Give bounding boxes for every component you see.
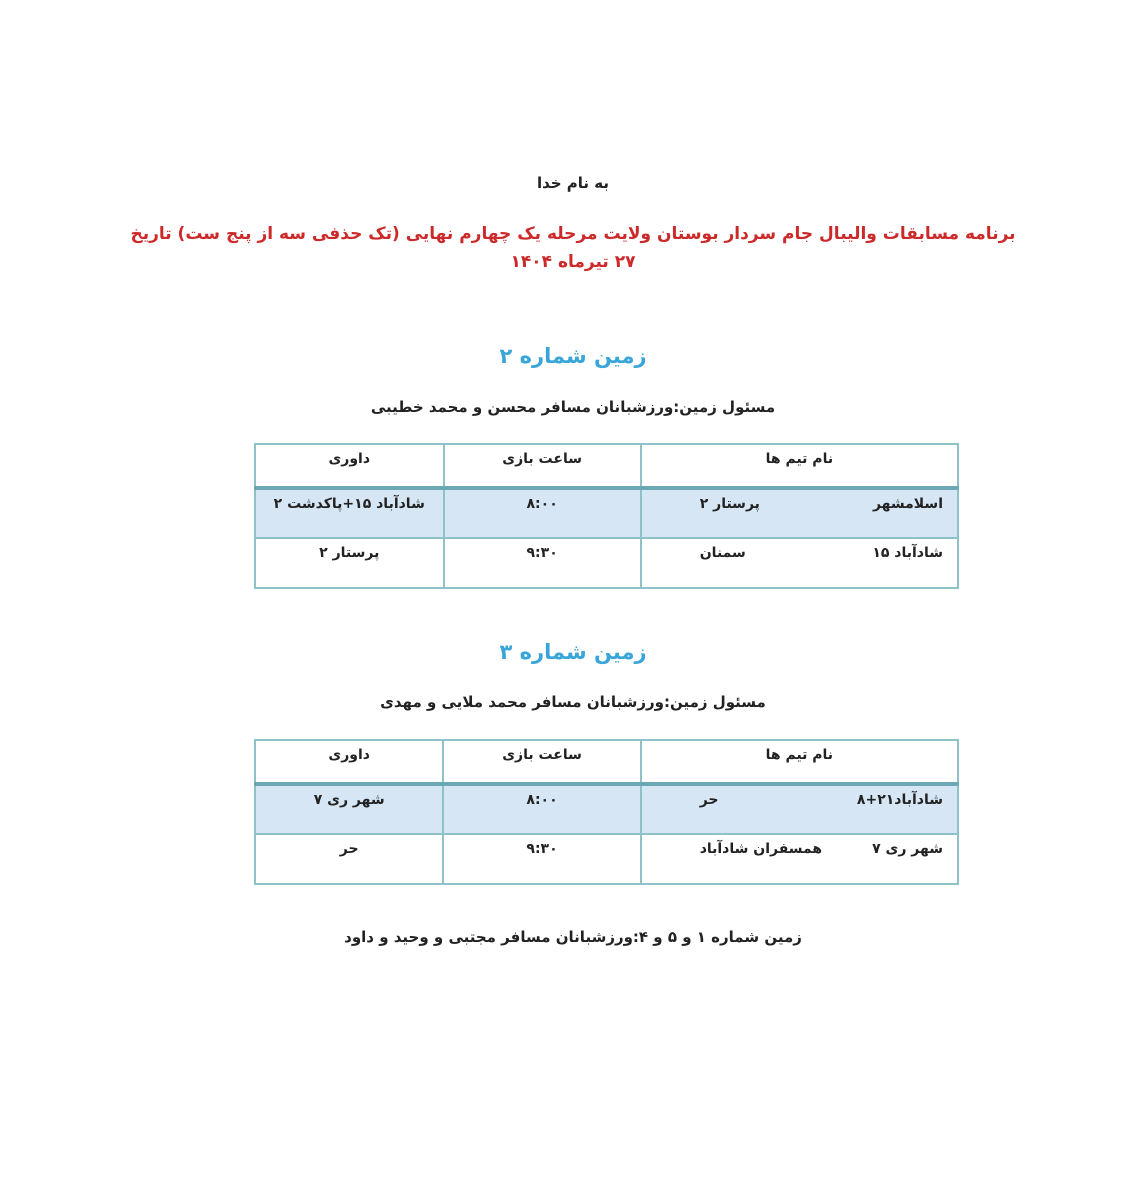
referee-cell: شادآباد ۱۵+پاکدشت ۲	[255, 488, 444, 538]
other-fields-note: زمین شماره ۱ و ۵ و ۴:ورزشبانان مسافر مجتبی و وحید و داود	[344, 928, 802, 946]
table-row	[255, 488, 958, 538]
time-cell: ۸:۰۰	[443, 784, 640, 834]
field-2-manager: مسئول زمین:ورزشبانان مسافر محسن و محمد خطیبی	[370, 398, 776, 416]
schedule-title: برنامه مسابقات والیبال جام سردار بوستان ولایت مرحله یک چهارم نهایی (تک حذفی سه از پنج ست) تاریخ ۲۷ تیرماه ۱۴۰۴	[130, 224, 1016, 272]
teams-cell	[641, 538, 958, 588]
teams-cell	[641, 834, 958, 884]
team-b: پرستار ۲	[699, 496, 760, 512]
team-b: سمنان	[699, 545, 746, 561]
table-header-row	[255, 740, 958, 784]
table-row	[255, 784, 958, 834]
field-3-heading: زمین شماره ۳	[499, 640, 647, 664]
time-cell: ۹:۳۰	[443, 834, 640, 884]
header-time: ساعت بازی	[443, 740, 640, 784]
header-teams: نام تیم ها	[641, 740, 958, 784]
header-time: ساعت بازی	[444, 444, 641, 488]
basmala: به نام خدا	[536, 174, 610, 192]
table-row	[255, 538, 958, 588]
teams-cell	[641, 784, 958, 834]
team-a: شادآباد ۱۵	[872, 545, 943, 561]
field-2-heading: زمین شماره ۲	[499, 344, 647, 368]
table-row	[255, 834, 958, 884]
referee-cell: پرستار ۲	[255, 538, 444, 588]
team-a: شهر ری ۷	[872, 841, 943, 857]
team-a: اسلامشهر	[872, 496, 943, 512]
header-referee: داوری	[255, 740, 443, 784]
team-a: شادآباد۲۱+۸	[856, 792, 943, 808]
header-referee: داوری	[255, 444, 444, 488]
teams-cell	[641, 488, 958, 538]
team-b: حر	[699, 792, 719, 808]
referee-cell: حر	[255, 834, 443, 884]
table-header-row	[255, 444, 958, 488]
referee-cell: شهر ری ۷	[255, 784, 443, 834]
field-2-schedule-table	[254, 443, 959, 589]
field-3-manager: مسئول زمین:ورزشبانان مسافر محمد ملایی و مهدی	[380, 693, 766, 711]
field-3-schedule-table	[254, 739, 959, 885]
time-cell: ۸:۰۰	[444, 488, 641, 538]
header-teams: نام تیم ها	[641, 444, 958, 488]
team-b: همسفران شادآباد	[699, 841, 823, 857]
time-cell: ۹:۳۰	[444, 538, 641, 588]
